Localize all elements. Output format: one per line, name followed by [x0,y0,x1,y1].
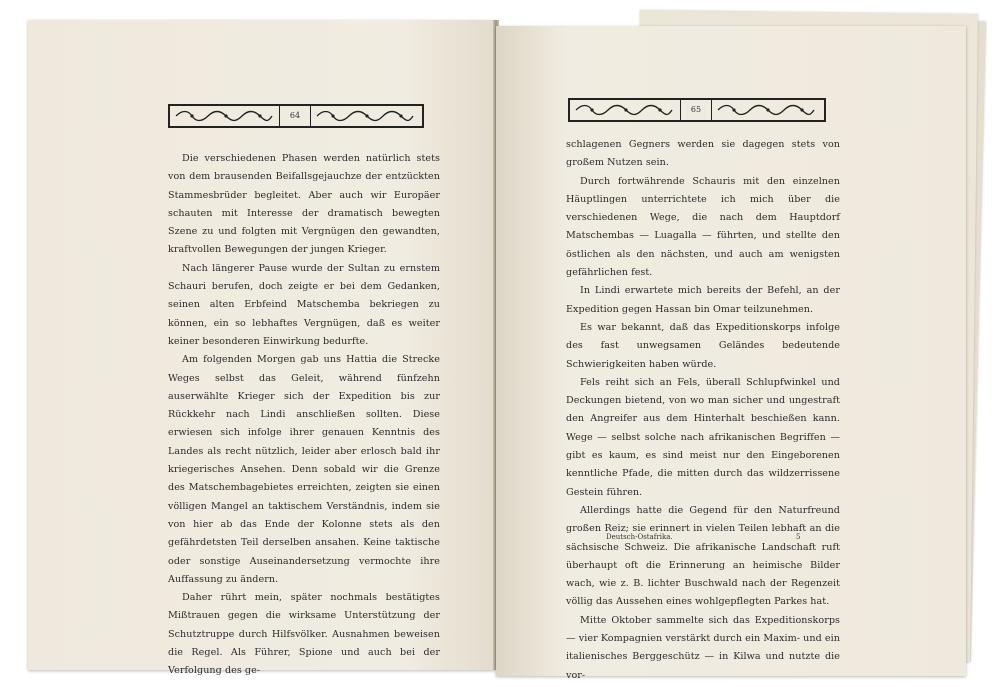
ornament-right-icon [716,103,816,117]
signature-number: 5 [796,533,801,541]
right-page [496,26,966,681]
ornament-right-icon [315,109,415,123]
paragraph: schlagenen Gegners werden sie dagegen stets von großem Nutzen sein. [566,139,840,169]
ornament-left-icon [574,103,674,117]
left-body-text [168,150,440,681]
paragraph: Es war bekannt, daß das Expeditionskorps infolge des fast unwegsamen Geländes bedeutende Schwierigkeiten haben würde. [566,321,840,370]
page-header-ornament [168,104,424,128]
paragraph: In Lindi erwartete mich bereits der Befehl, an der Expedition gegen Hassan bin Omar teilzunehmen. [566,285,840,315]
page-header-ornament [568,98,826,122]
page-number: 65 [680,100,712,120]
right-body-text [566,136,840,685]
paragraph: Am folgenden Morgen gab uns Hattia die Strecke Weges selbst das Geleit, während fünfzehn auserwählte Krieger sich der Expedition bis zur Rückkehr nach Lindi anschließen sollten. Diese erwiesen sich infolge ihrer genauen Kenntnis des Landes als recht nützlich, leider aber erlosch bald ihr kriegerisches Ansehen. Denn sobald wir die Grenze des Matschembagebietes erreichten, zeigten sie einen völligen Mangel an taktischem Verständnis, indem sie von hier ab das Ende der Kolonne stets als den gefährdetsten Teil derselben ansahen. Keine taktische oder sonstige Auseinandersetzung vermochte ihre Auffassung zu ändern. [168,354,440,585]
paragraph: Durch fortwährende Schauris mit den einzelnen Häuptlingen unterrichtete ich mich über die verschiedenen Wege, die nach dem Hauptdorf Matschembas — Luagalla — führten, und stellte den östlichen als den nächsten, und auch am wenigsten gefährlichen fest. [566,175,840,279]
ornament-left-icon [174,109,274,123]
page-number: 64 [279,106,311,126]
paragraph: Mitte Oktober sammelte sich das Expeditionskorps — vier Kompagnien verstärkt durch ein Maxim- und ein italienisches Berggeschütz — in Kilwa und nutzte die vor- [566,614,840,681]
left-page [28,20,496,677]
paragraph: Die verschiedenen Phasen werden natürlich stets von dem brausenden Beifallsgejauchze der entzückten Stammesbrüder begleitet. Aber auch wir Europäer schauten mit Interesse der dramatisch bewegten Szene zu und folgten mit Vergnügen den gewandten, kraftvollen Bewegungen der jungen Krieger. [168,153,440,256]
paragraph: Daher rührt mein, später nochmals bestätigtes Mißtrauen gegen die wirksame Unterstützung der Schutztruppe durch Hilfsvölker. Ausnahmen beweisen die Regel. Als Führer, Spione und auch bei der Verfolgung des ge- [168,592,440,677]
signature-mark: Deutsch-Ostafrika. [606,533,673,541]
paragraph: Fels reiht sich an Fels, überall Schlupfwinkel und Deckungen bietend, von wo man sicher und ungestraft den Angreifer aus dem Hinterhalt beschießen kann. Wege — selbst solche nach afrikanischen Begriffen — gibt es kaum, es sind meist nur den Eingeborenen kenntliche Pfade, die mitten durch das wildzerrissene Gestein führen. [566,376,840,498]
paragraph: Nach längerer Pause wurde der Sultan zu ernstem Schauri berufen, doch zeigte er bei dem Gedanken, seinen alten Erbfeind Matschemba bekriegen zu können, ein so lebhaftes Vergnügen, daß es weiter keiner besonderen Einwirkung bedurfte. [168,262,440,347]
paragraph: Allerdings hatte die Gegend für den Naturfreund großen Reiz; sie erinnert in vielen Teilen lebhaft an die sächsische Schweiz. Die afrikanische Landschaft ruft überhaupt oft die Erinnerung an heimische Bilder wach, wie z. B. lichter Buschwald nach der Regenzeit völlig das Aussehen eines wohlgepflegten Parkes hat. [566,504,840,608]
